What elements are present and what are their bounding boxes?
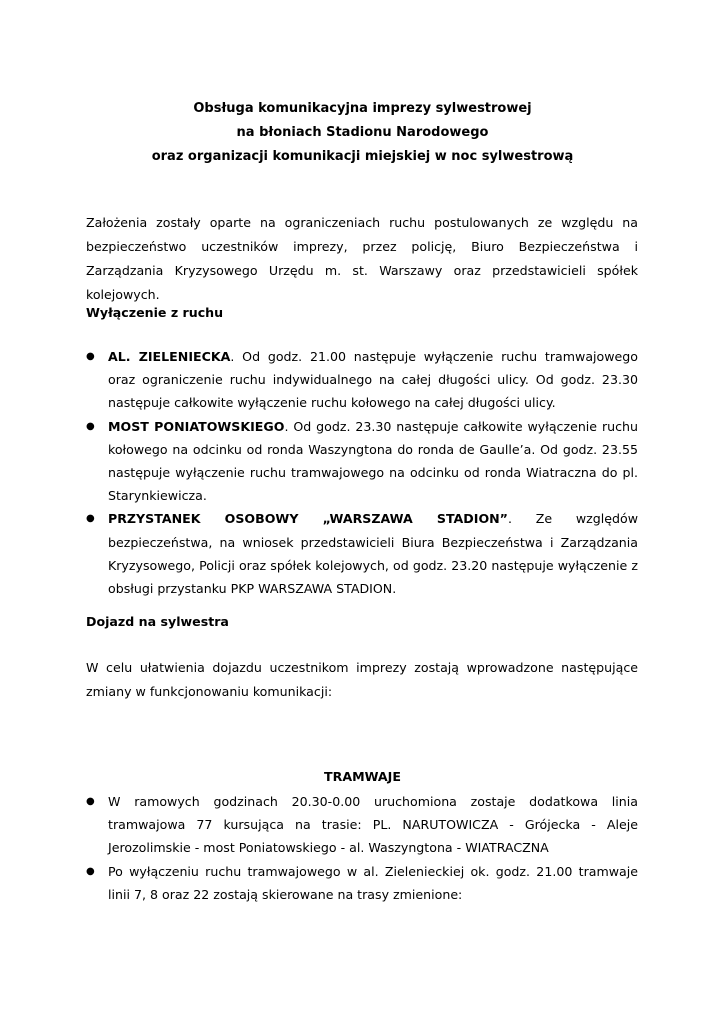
item-text: . Od godz. 21.00 następuje wyłączenie ruchu tramwajowego oraz ograniczenie ruchu indywidualnego na całej długości ulicy. Od godz. 23.30 następuje całkowite wyłączenie ruchu kołowego na całej długości ulicy.: [108, 349, 638, 411]
title-line-2: na błoniach Stadionu Narodowego: [236, 125, 489, 140]
item-lead: AL. ZIELENIECKA: [108, 349, 231, 364]
item-text: . Od godz. 23.30 następuje całkowite wyłączenie ruchu kołowego na odcinku od ronda Waszyngtona do ronda de Gaulle’a. Od godz. 23.55 następuje wyłączenie ruchu tramwajowego na odcinku od ronda Wiatraczna do pl. Starynkiewicza.: [108, 418, 638, 504]
list-item: [86, 790, 638, 860]
bullet-icon: ●: [86, 796, 95, 807]
list-item: [86, 507, 638, 600]
section-heading-closures: Wyłączenie z ruchu: [86, 305, 224, 320]
trams-list: [86, 790, 638, 906]
item-lead: MOST PONIATOWSKIEGO: [108, 418, 285, 434]
intro-paragraph: Założenia zostały oparte na ograniczeniach ruchu postulowanych ze względu na bezpieczeństwo uczestników imprezy, przez policję, Biuro Bezpieczeństwa i Zarządzania Kryzysowego Urzędu m. st. Warszawy oraz przedstawicieli spółek kolejowych.: [86, 215, 638, 302]
title-line-1: Obsługa komunikacyjna imprezy sylwestrowej: [193, 101, 532, 116]
bullet-icon: ●: [86, 351, 95, 362]
bullet-icon: ●: [86, 865, 95, 877]
document-title: [0, 97, 725, 169]
trams-heading: TRAMWAJE: [324, 769, 401, 784]
access-paragraph: W celu ułatwienia dojazdu uczestnikom imprezy zostają wprowadzone następujące zmiany w funkcjonowaniu komunikacji:: [86, 660, 638, 699]
closures-list: [86, 345, 638, 600]
list-item: [86, 860, 638, 906]
title-line-3: oraz organizacji komunikacji miejskiej w noc sylwestrową: [151, 149, 574, 164]
bullet-icon: ●: [86, 420, 95, 432]
section-heading-access: Dojazd na sylwestra: [86, 614, 229, 629]
item-text: . Ze względów bezpieczeństwa, na wniosek przedstawicieli Biura Bezpieczeństwa i Zarządzania Kryzysowego, Policji oraz spółek kolejowych, od godz. 23.20 następuje wyłączenie z obsługi przystanku PKP WARSZAWA STADION.: [108, 511, 638, 597]
list-item: [86, 345, 638, 415]
item-text: Po wyłączeniu ruchu tramwajowego w al. Zielenieckiej ok. godz. 21.00 tramwaje linii 7, 8 oraz 22 zostają skierowane na trasy zmienione:: [108, 863, 638, 902]
bullet-icon: ●: [86, 513, 95, 525]
item-text: W ramowych godzinach 20.30-0.00 uruchomiona zostaje dodatkowa linia tramwajowa 77 kursująca na trasie: PL. NARUTOWICZA - Grójecka - Aleje Jerozolimskie - most Poniatowskiego - al. Waszyngtona - WIATRACZNA: [108, 794, 638, 856]
item-lead: PRZYSTANEK OSOBOWY „WARSZAWA STADION”: [108, 511, 508, 527]
list-item: [86, 415, 638, 508]
